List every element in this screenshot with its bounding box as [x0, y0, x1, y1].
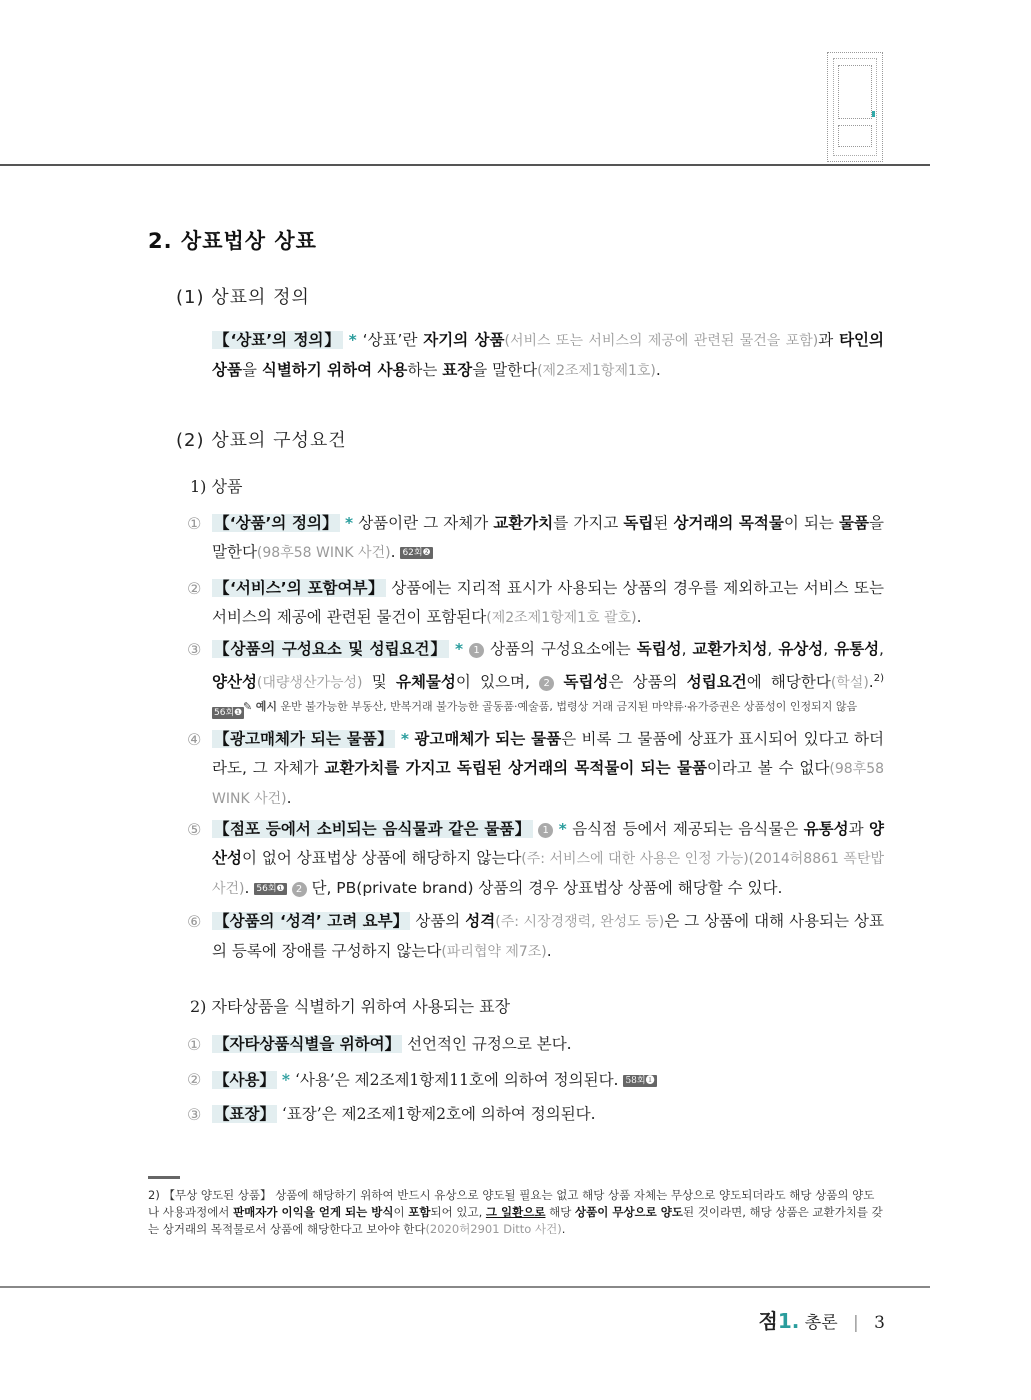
circled-number: 2: [539, 676, 554, 691]
exam-badge: 58회❶: [625, 1076, 655, 1086]
pencil-icon: ✎: [243, 700, 253, 713]
heading-distinguishing-mark: 2) 자타상품을 식별하기 위하여 사용되는 표장: [190, 997, 511, 1016]
footer-divider: [0, 1286, 930, 1288]
footnote: 2) 【무상 양도된 상품】 상품에 해당하기 위하여 반드시 유상으로 양도될 필요는 없고 해당 상품 자체는 무상으로 양도되더라도 해당 상품의 양도나 사용과정에서 판매자가 이익을 얻게 되는 방식이 포함되어 있고, 그 일환으로 해당 상품이 무상으로 양도된 것이라면, 해당 상품은 교환가치를 갖는 상거래의 목적물로서 상품에 해당한다고 보아야 한다(2020허2901 Ditto 사건).: [148, 1188, 883, 1236]
exam-badge: 56회❶: [214, 708, 243, 719]
circled-number: 2: [292, 882, 307, 897]
footnote-ref: 2): [873, 673, 884, 684]
exam-badge: 62회❷: [402, 548, 431, 558]
exam-badge: 56회❶: [256, 884, 285, 894]
subsection-heading-definition: (1) 상표의 정의: [176, 287, 310, 308]
example-note: ✎ 예시 운반 불가능한 부동산, 반복거래 불가능한 골동품·예술품, 법령상 거래 금지된 마약류·유가증권은 상품성이 인정되지 않음: [243, 700, 858, 713]
section-heading: 2. 상표법상 상표: [148, 229, 317, 253]
circled-number: 1: [469, 643, 484, 658]
page-footer: 점1. 총론 | 3: [758, 1309, 885, 1333]
subsection-heading-requirements: (2) 상표의 구성요건: [176, 430, 347, 451]
door-icon: [827, 52, 883, 162]
header-divider: [0, 164, 930, 166]
circled-number: 1: [538, 823, 553, 838]
definition-paragraph: 【‘상표’의 정의】 * ‘상표’란 자기의 상품(서비스 또는 서비스의 제공에 관련된 물건을 포함)과 타인의 상품을 식별하기 위하여 사용하는 표장을 말한다(제2조제1항제1호).: [212, 331, 884, 379]
footnote-divider: [148, 1176, 180, 1179]
page-number: 3: [874, 1313, 885, 1333]
heading-product: 1) 상품: [190, 477, 243, 496]
